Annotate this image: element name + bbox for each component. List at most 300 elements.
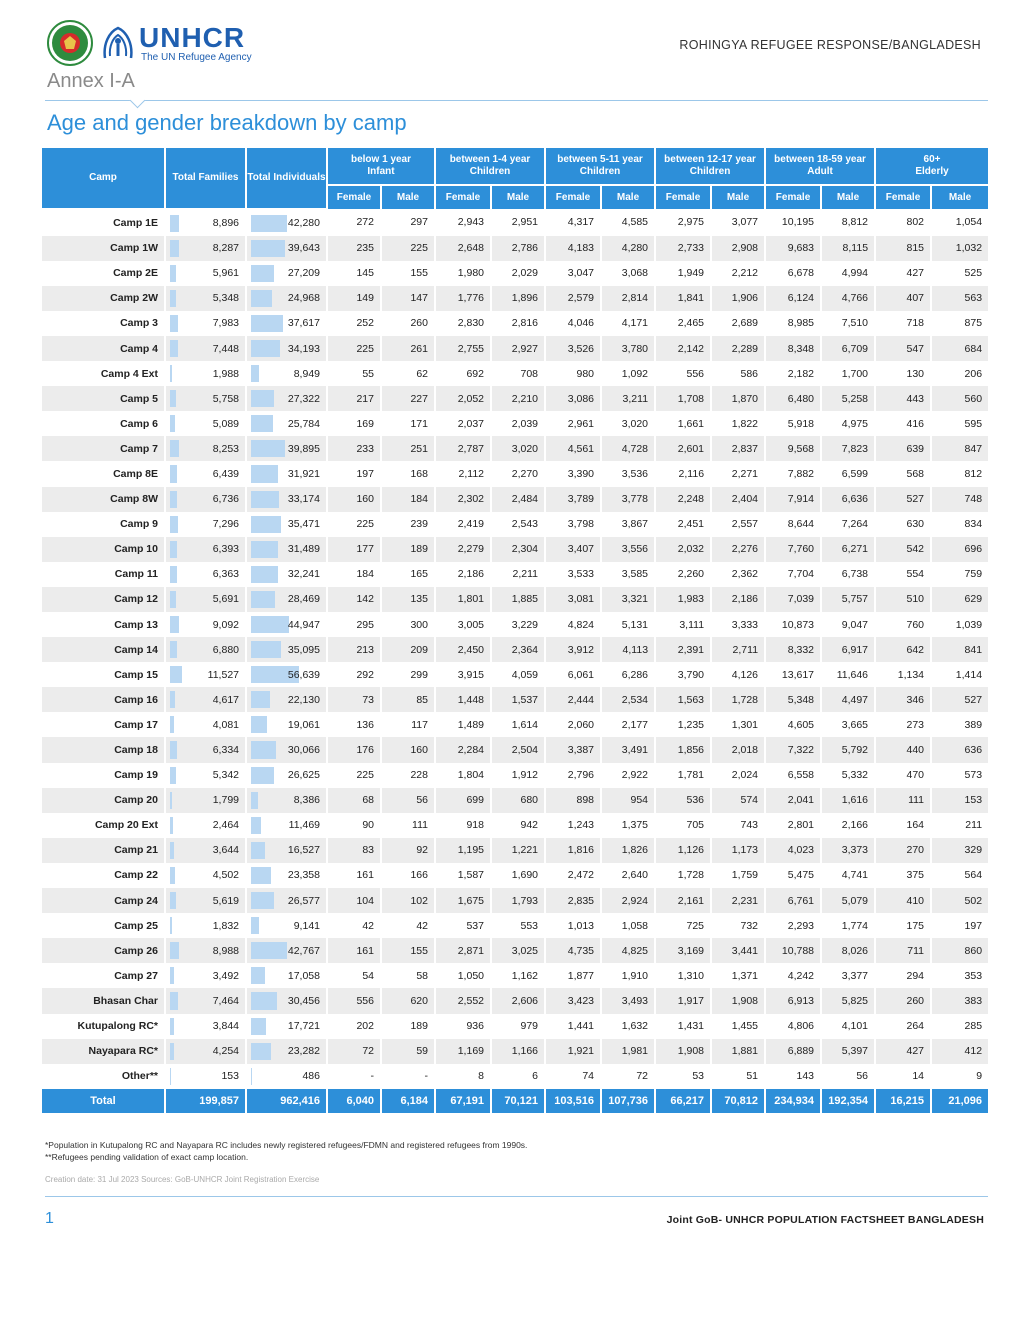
male-count-cell: 2,024 (711, 763, 765, 788)
male-count-cell: 4,126 (711, 662, 765, 687)
male-count-cell: 9 (931, 1064, 988, 1089)
male-count-cell: 759 (931, 562, 988, 587)
families-bar (170, 340, 178, 357)
female-count-cell: 225 (327, 336, 381, 361)
total-value-cell: 66,217 (655, 1089, 711, 1113)
families-bar (170, 817, 173, 834)
female-count-cell: 6,913 (765, 988, 821, 1013)
female-count-cell: 7,039 (765, 587, 821, 612)
female-count-cell: 4,605 (765, 712, 821, 737)
male-count-cell: 812 (931, 461, 988, 486)
camp-name-cell: Camp 4 Ext (42, 361, 165, 386)
cell-value: 1,988 (212, 367, 239, 380)
female-count-cell: 692 (435, 361, 491, 386)
individuals-bar (251, 792, 258, 809)
total-value-cell: 192,354 (821, 1089, 875, 1113)
female-count-cell: 2,579 (545, 286, 601, 311)
families-bar (170, 1068, 171, 1085)
male-count-cell: 4,113 (601, 637, 655, 662)
cell-value: 9,141 (293, 919, 320, 932)
total-families-cell (165, 662, 246, 687)
male-count-cell: 1,906 (711, 286, 765, 311)
female-count-cell: 74 (545, 1064, 601, 1089)
total-families-cell (165, 512, 246, 537)
male-count-cell: 5,131 (601, 612, 655, 637)
female-count-cell: 2,182 (765, 361, 821, 386)
female-count-cell: 3,423 (545, 988, 601, 1013)
male-count-cell: 2,270 (491, 461, 545, 486)
header-group: below 1 year Infant (327, 148, 435, 185)
header-male: Male (491, 185, 545, 209)
table-row (42, 512, 988, 537)
total-families-cell (165, 311, 246, 336)
cell-value: 42,767 (287, 944, 320, 957)
male-count-cell: 636 (931, 737, 988, 762)
male-count-cell: 239 (381, 512, 435, 537)
male-count-cell: 117 (381, 712, 435, 737)
male-count-cell: 2,689 (711, 311, 765, 336)
male-count-cell: 8,026 (821, 938, 875, 963)
table-row (42, 712, 988, 737)
table-row (42, 236, 988, 261)
families-bar (170, 942, 179, 959)
families-bar (170, 641, 177, 658)
male-count-cell: 847 (931, 436, 988, 461)
cell-value: 8,896 (212, 217, 239, 230)
total-families-cell (165, 361, 246, 386)
cell-value: 32,241 (287, 568, 320, 581)
male-count-cell: 708 (491, 361, 545, 386)
total-individuals-cell (246, 209, 327, 236)
total-families-cell (165, 209, 246, 236)
female-count-cell: 2,787 (435, 436, 491, 461)
camp-name-cell: Camp 5 (42, 386, 165, 411)
female-count-cell: 2,116 (655, 461, 711, 486)
female-count-cell: 725 (655, 913, 711, 938)
male-count-cell: 1,881 (711, 1039, 765, 1064)
individuals-bar (251, 340, 280, 357)
individuals-bar (251, 365, 259, 382)
female-count-cell: 639 (875, 436, 931, 461)
camp-name-cell: Camp 14 (42, 637, 165, 662)
male-count-cell: 165 (381, 562, 435, 587)
male-count-cell: 251 (381, 436, 435, 461)
male-count-cell: 3,025 (491, 938, 545, 963)
families-bar (170, 1043, 174, 1060)
male-count-cell: 1,826 (601, 838, 655, 863)
individuals-bar (251, 415, 273, 432)
cell-value: 1,799 (212, 794, 239, 807)
individuals-bar (251, 616, 289, 633)
female-count-cell: 8 (435, 1064, 491, 1089)
male-count-cell: 2,786 (491, 236, 545, 261)
male-count-cell: 553 (491, 913, 545, 938)
table-row (42, 436, 988, 461)
table-body (42, 209, 988, 1113)
cell-value: 7,448 (212, 342, 239, 355)
individuals-bar (251, 641, 281, 658)
female-count-cell: 2,472 (545, 863, 601, 888)
camp-name-cell: Camp 1E (42, 209, 165, 236)
total-families-cell (165, 913, 246, 938)
female-count-cell: 630 (875, 512, 931, 537)
cell-value: 6,334 (212, 744, 239, 757)
female-count-cell: 6,124 (765, 286, 821, 311)
male-count-cell: 502 (931, 888, 988, 913)
cell-value: 5,758 (212, 392, 239, 405)
female-count-cell: 213 (327, 637, 381, 662)
table-row (42, 763, 988, 788)
families-bar (170, 265, 176, 282)
female-count-cell: 83 (327, 838, 381, 863)
top-divider (45, 100, 988, 101)
male-count-cell: 166 (381, 863, 435, 888)
female-count-cell: 2,835 (545, 888, 601, 913)
female-count-cell: 1,728 (655, 863, 711, 888)
families-bar (170, 691, 175, 708)
female-count-cell: 3,390 (545, 461, 601, 486)
female-count-cell: 225 (327, 763, 381, 788)
cell-value: 3,492 (212, 969, 239, 982)
families-bar (170, 541, 177, 558)
cell-value: 8,949 (293, 367, 320, 380)
cell-value: 31,489 (287, 543, 320, 556)
camp-name-cell: Bhasan Char (42, 988, 165, 1013)
female-count-cell: 2,755 (435, 336, 491, 361)
families-bar (170, 415, 175, 432)
cell-value: 4,254 (212, 1045, 239, 1058)
female-count-cell: - (327, 1064, 381, 1089)
male-count-cell: 1,632 (601, 1014, 655, 1039)
female-count-cell: 427 (875, 1039, 931, 1064)
camp-name-cell: Camp 4 (42, 336, 165, 361)
female-count-cell: 936 (435, 1014, 491, 1039)
female-count-cell: 1,195 (435, 838, 491, 863)
female-count-cell: 536 (655, 788, 711, 813)
female-count-cell: 169 (327, 411, 381, 436)
total-individuals-cell (246, 612, 327, 637)
male-count-cell: 5,825 (821, 988, 875, 1013)
camp-name-cell: Camp 27 (42, 963, 165, 988)
total-individuals-cell (246, 788, 327, 813)
total-families-cell (165, 1014, 246, 1039)
individuals-bar (251, 1043, 271, 1060)
female-count-cell: 427 (875, 261, 931, 286)
female-count-cell: 1,708 (655, 386, 711, 411)
cell-value: 27,322 (287, 392, 320, 405)
total-individuals-cell (246, 813, 327, 838)
individuals-bar (251, 867, 271, 884)
female-count-cell: 197 (327, 461, 381, 486)
male-count-cell: 4,975 (821, 411, 875, 436)
families-bar (170, 440, 179, 457)
male-count-cell: 227 (381, 386, 435, 411)
male-count-cell: 875 (931, 311, 988, 336)
male-count-cell: - (381, 1064, 435, 1089)
male-count-cell: 954 (601, 788, 655, 813)
cell-value: 7,983 (212, 317, 239, 330)
male-count-cell: 206 (931, 361, 988, 386)
header-camp: Camp (42, 148, 165, 209)
header-male: Male (821, 185, 875, 209)
cell-value: 35,095 (287, 643, 320, 656)
age-gender-table (42, 148, 988, 1113)
female-count-cell: 3,111 (655, 612, 711, 637)
female-count-cell: 3,086 (545, 386, 601, 411)
male-count-cell: 197 (931, 913, 988, 938)
camp-name-cell: Camp 2E (42, 261, 165, 286)
table-row (42, 913, 988, 938)
cell-value: 153 (221, 1070, 239, 1083)
total-families-cell (165, 261, 246, 286)
male-count-cell: 2,816 (491, 311, 545, 336)
female-count-cell: 1,781 (655, 763, 711, 788)
female-count-cell: 416 (875, 411, 931, 436)
male-count-cell: 2,543 (491, 512, 545, 537)
female-count-cell: 4,806 (765, 1014, 821, 1039)
cell-value: 30,066 (287, 744, 320, 757)
male-count-cell: 2,484 (491, 487, 545, 512)
male-count-cell: 1,039 (931, 612, 988, 637)
header-group: between 1-4 year Children (435, 148, 545, 185)
male-count-cell: 4,741 (821, 863, 875, 888)
male-count-cell: 595 (931, 411, 988, 436)
female-count-cell: 802 (875, 209, 931, 236)
male-count-cell: 2,039 (491, 411, 545, 436)
female-count-cell: 705 (655, 813, 711, 838)
camp-name-cell: Camp 10 (42, 537, 165, 562)
male-count-cell: 4,059 (491, 662, 545, 687)
header-female: Female (327, 185, 381, 209)
female-count-cell: 1,816 (545, 838, 601, 863)
male-count-cell: 1,414 (931, 662, 988, 687)
male-count-cell: 2,504 (491, 737, 545, 762)
female-count-cell: 4,824 (545, 612, 601, 637)
male-count-cell: 155 (381, 261, 435, 286)
header-male: Male (381, 185, 435, 209)
individuals-bar (251, 1018, 266, 1035)
female-count-cell: 2,391 (655, 637, 711, 662)
camp-name-cell: Camp 8W (42, 487, 165, 512)
female-count-cell: 375 (875, 863, 931, 888)
header-female: Female (545, 185, 601, 209)
families-bar (170, 215, 179, 232)
header-male: Male (931, 185, 988, 209)
male-count-cell: 2,404 (711, 487, 765, 512)
male-count-cell: 2,177 (601, 712, 655, 737)
female-count-cell: 1,804 (435, 763, 491, 788)
female-count-cell: 2,142 (655, 336, 711, 361)
female-count-cell: 3,169 (655, 938, 711, 963)
male-count-cell: 3,556 (601, 537, 655, 562)
cell-value: 7,464 (212, 994, 239, 1007)
female-count-cell: 2,037 (435, 411, 491, 436)
cell-value: 19,061 (287, 718, 320, 731)
cell-value: 33,174 (287, 493, 320, 506)
individuals-bar (251, 716, 267, 733)
male-count-cell: 1,032 (931, 236, 988, 261)
document-header-title: ROHINGYA REFUGEE RESPONSE/BANGLADESH (679, 38, 981, 52)
female-count-cell: 217 (327, 386, 381, 411)
total-individuals-cell (246, 913, 327, 938)
male-count-cell: 260 (381, 311, 435, 336)
female-count-cell: 53 (655, 1064, 711, 1089)
cell-value: 8,386 (293, 794, 320, 807)
female-count-cell: 2,648 (435, 236, 491, 261)
male-count-cell: 1,173 (711, 838, 765, 863)
annex-label: Annex I-A (47, 70, 135, 92)
female-count-cell: 1,587 (435, 863, 491, 888)
table-row (42, 1014, 988, 1039)
table-row (42, 963, 988, 988)
divider-notch (130, 93, 146, 109)
table-row (42, 361, 988, 386)
male-count-cell: 2,212 (711, 261, 765, 286)
total-individuals-cell (246, 938, 327, 963)
female-count-cell: 5,475 (765, 863, 821, 888)
total-families-cell (165, 461, 246, 486)
male-count-cell: 4,101 (821, 1014, 875, 1039)
male-count-cell: 6,271 (821, 537, 875, 562)
male-count-cell: 58 (381, 963, 435, 988)
total-individuals-cell (246, 512, 327, 537)
male-count-cell: 3,020 (491, 436, 545, 461)
female-count-cell: 3,533 (545, 562, 601, 587)
male-count-cell: 3,068 (601, 261, 655, 286)
table-row (42, 938, 988, 963)
female-count-cell: 272 (327, 209, 381, 236)
families-bar (170, 591, 176, 608)
female-count-cell: 7,914 (765, 487, 821, 512)
total-families-cell (165, 813, 246, 838)
female-count-cell: 8,644 (765, 512, 821, 537)
female-count-cell: 2,552 (435, 988, 491, 1013)
families-bar (170, 842, 174, 859)
female-count-cell: 161 (327, 938, 381, 963)
cell-value: 5,342 (212, 769, 239, 782)
female-count-cell: 2,293 (765, 913, 821, 938)
male-count-cell: 860 (931, 938, 988, 963)
female-count-cell: 273 (875, 712, 931, 737)
total-value-cell: 6,040 (327, 1089, 381, 1113)
female-count-cell: 1,675 (435, 888, 491, 913)
female-count-cell: 2,052 (435, 386, 491, 411)
total-individuals-cell (246, 1039, 327, 1064)
header-female: Female (655, 185, 711, 209)
female-count-cell: 2,733 (655, 236, 711, 261)
female-count-cell: 4,561 (545, 436, 601, 461)
female-count-cell: 1,169 (435, 1039, 491, 1064)
cell-value: 11,527 (207, 668, 239, 681)
cell-value: 2,464 (212, 819, 239, 832)
male-count-cell: 3,321 (601, 587, 655, 612)
female-count-cell: 136 (327, 712, 381, 737)
families-bar (170, 566, 177, 583)
female-count-cell: 175 (875, 913, 931, 938)
male-count-cell: 2,606 (491, 988, 545, 1013)
female-count-cell: 2,796 (545, 763, 601, 788)
male-count-cell: 62 (381, 361, 435, 386)
female-count-cell: 4,242 (765, 963, 821, 988)
camp-name-cell: Camp 20 (42, 788, 165, 813)
female-count-cell: 1,983 (655, 587, 711, 612)
male-count-cell: 4,766 (821, 286, 875, 311)
footnote-1: *Population in Kutupalong RC and Nayapara RC includes newly registered refugees/FDMN and registered refugees from 1990s. (45, 1140, 528, 1150)
female-count-cell: 6,061 (545, 662, 601, 687)
female-count-cell: 2,444 (545, 687, 601, 712)
female-count-cell: 3,387 (545, 737, 601, 762)
female-count-cell: 8,985 (765, 311, 821, 336)
total-value-cell: 234,934 (765, 1089, 821, 1113)
bangladesh-emblem-icon (47, 20, 93, 66)
male-count-cell: 4,585 (601, 209, 655, 236)
total-individuals-cell (246, 386, 327, 411)
camp-name-cell: Camp 12 (42, 587, 165, 612)
female-count-cell: 556 (327, 988, 381, 1013)
header-female: Female (875, 185, 931, 209)
male-count-cell: 5,258 (821, 386, 875, 411)
table-row (42, 863, 988, 888)
female-count-cell: 164 (875, 813, 931, 838)
male-count-cell: 4,825 (601, 938, 655, 963)
male-count-cell: 92 (381, 838, 435, 863)
camp-name-cell: Camp 24 (42, 888, 165, 913)
total-individuals-cell (246, 311, 327, 336)
total-families-cell (165, 411, 246, 436)
male-count-cell: 389 (931, 712, 988, 737)
female-count-cell: 4,317 (545, 209, 601, 236)
female-count-cell: 294 (875, 963, 931, 988)
total-individuals-cell (246, 411, 327, 436)
female-count-cell: 14 (875, 1064, 931, 1089)
total-families-cell (165, 386, 246, 411)
total-value-cell: 199,857 (165, 1089, 246, 1113)
male-count-cell: 56 (821, 1064, 875, 1089)
female-count-cell: 9,683 (765, 236, 821, 261)
female-count-cell: 815 (875, 236, 931, 261)
unhcr-figure-icon (101, 24, 135, 62)
female-count-cell: 55 (327, 361, 381, 386)
female-count-cell: 898 (545, 788, 601, 813)
families-bar (170, 992, 178, 1009)
male-count-cell: 2,557 (711, 512, 765, 537)
female-count-cell: 699 (435, 788, 491, 813)
female-count-cell: 233 (327, 436, 381, 461)
camp-name-cell: Camp 25 (42, 913, 165, 938)
male-count-cell: 2,304 (491, 537, 545, 562)
individuals-bar (251, 240, 285, 257)
male-count-cell: 8,115 (821, 236, 875, 261)
cell-value: 8,287 (212, 242, 239, 255)
families-bar (170, 716, 174, 733)
cell-value: 7,296 (212, 518, 239, 531)
families-bar (170, 365, 172, 382)
total-individuals-cell (246, 637, 327, 662)
individuals-bar (251, 892, 274, 909)
female-count-cell: 9,568 (765, 436, 821, 461)
male-count-cell: 563 (931, 286, 988, 311)
camp-name-cell: Camp 15 (42, 662, 165, 687)
male-count-cell: 942 (491, 813, 545, 838)
female-count-cell: 2,601 (655, 436, 711, 461)
camp-name-cell: Camp 6 (42, 411, 165, 436)
female-count-cell: 3,081 (545, 587, 601, 612)
male-count-cell: 6,286 (601, 662, 655, 687)
male-count-cell: 2,289 (711, 336, 765, 361)
female-count-cell: 1,235 (655, 712, 711, 737)
cell-value: 4,081 (212, 718, 239, 731)
male-count-cell: 209 (381, 637, 435, 662)
